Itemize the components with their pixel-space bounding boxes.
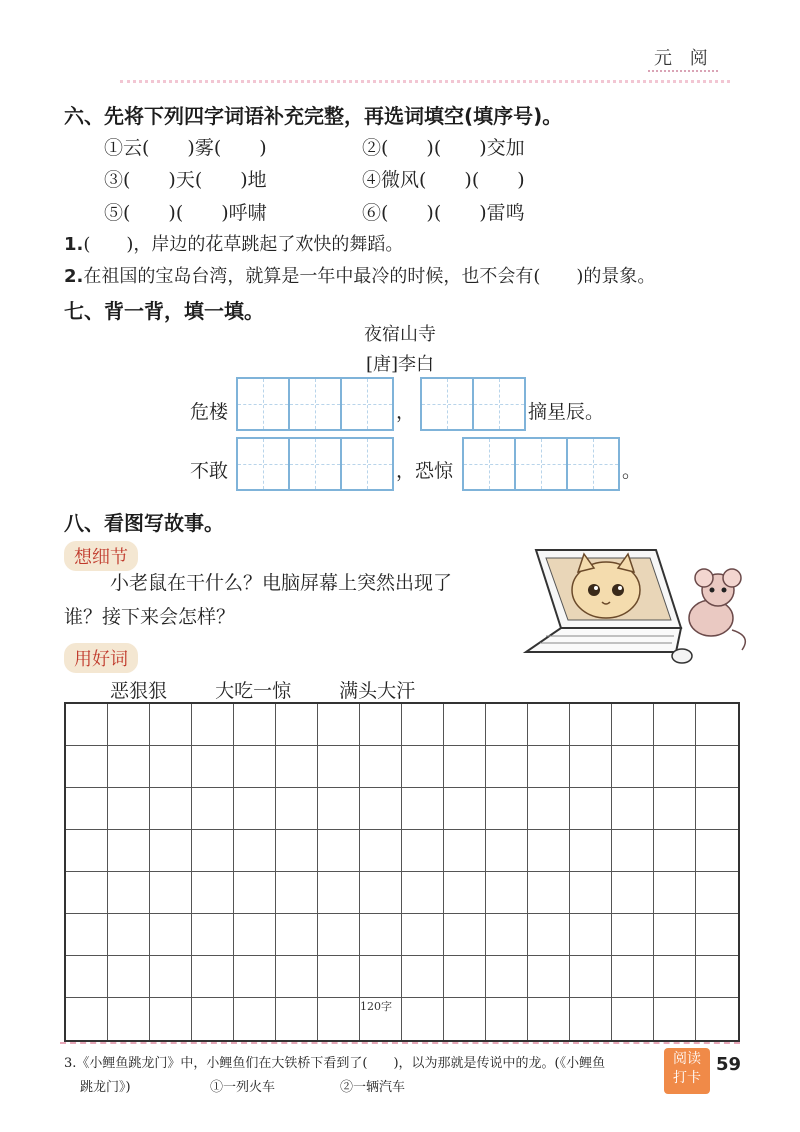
grid-cell[interactable] [150, 872, 192, 914]
grid-cell[interactable] [108, 998, 150, 1040]
option-2[interactable]: ②一辆汽车 [340, 1080, 406, 1095]
grid-cell[interactable] [528, 788, 570, 830]
question-1 [64, 230, 403, 256]
grid-cell[interactable] [192, 830, 234, 872]
grid-cell[interactable] [276, 704, 318, 746]
grid-cell[interactable] [402, 998, 444, 1040]
grid-cell[interactable] [570, 914, 612, 956]
grid-cell[interactable] [570, 830, 612, 872]
grid-cell[interactable] [276, 872, 318, 914]
grid-cell[interactable] [318, 830, 360, 872]
section-7-heading: 七、背一背，填一填。 [64, 299, 264, 323]
poem-line-1-start: 危楼 [190, 401, 229, 423]
grid-cell[interactable] [570, 872, 612, 914]
grid-cell[interactable] [528, 872, 570, 914]
grid-cell[interactable] [654, 704, 696, 746]
grid-cell[interactable] [612, 788, 654, 830]
grid-cell[interactable] [402, 956, 444, 998]
grid-cell[interactable] [318, 998, 360, 1040]
answer-cell[interactable] [342, 439, 392, 489]
grid-cell[interactable] [654, 746, 696, 788]
mouse-character-icon [689, 569, 745, 650]
grid-cell[interactable] [486, 788, 528, 830]
badge-line-2: 打卡 [673, 1070, 701, 1086]
grid-cell[interactable] [234, 998, 276, 1040]
grid-cell[interactable] [612, 872, 654, 914]
grid-cell[interactable] [654, 872, 696, 914]
grid-cell[interactable] [318, 914, 360, 956]
grid-cell[interactable] [234, 914, 276, 956]
story-prompt-line-2: 谁？接下来会怎样？ [64, 606, 236, 628]
grid-cell[interactable] [108, 746, 150, 788]
grid-cell[interactable] [150, 704, 192, 746]
grid-cell[interactable] [150, 998, 192, 1040]
top-dotted-divider [120, 80, 730, 83]
answer-cells-line2-a[interactable] [236, 437, 394, 491]
grid-cell[interactable] [444, 830, 486, 872]
answer-cell[interactable] [568, 439, 618, 489]
grid-cell[interactable] [66, 788, 108, 830]
grid-cell[interactable] [402, 830, 444, 872]
question-2-number: 2. [64, 266, 84, 287]
grid-cell[interactable] [192, 788, 234, 830]
question-1-text: ( )，岸边的花草跳起了欢快的舞蹈。 [83, 234, 404, 255]
grid-cell[interactable] [402, 704, 444, 746]
answer-cells-line2-b[interactable] [462, 437, 620, 491]
grid-cell[interactable] [528, 746, 570, 788]
grid-cell[interactable] [192, 956, 234, 998]
grid-cell[interactable] [66, 998, 108, 1040]
grid-cell[interactable] [234, 830, 276, 872]
corner-divider [648, 70, 718, 72]
grid-cell[interactable] [234, 872, 276, 914]
grid-cell[interactable] [150, 830, 192, 872]
grid-cell[interactable] [696, 830, 738, 872]
grid-cell[interactable] [192, 998, 234, 1040]
grid-cell[interactable] [654, 998, 696, 1040]
grid-cell[interactable] [696, 998, 738, 1040]
grid-cell[interactable] [612, 704, 654, 746]
grid-cell[interactable] [276, 998, 318, 1040]
grid-cell[interactable] [654, 914, 696, 956]
grid-cell[interactable] [612, 746, 654, 788]
laptop-cat-mouse-illustration [506, 540, 756, 670]
poem-line-1-comma: ， [396, 401, 416, 423]
grid-cell[interactable] [486, 998, 528, 1040]
poem-line-2-mid: ，恐惊 [396, 460, 454, 482]
grid-cell[interactable] [654, 830, 696, 872]
word-1: 恶狠狠 [110, 680, 168, 702]
cat-face-icon [572, 554, 640, 618]
grid-cell[interactable] [444, 746, 486, 788]
tag-detail: 想细节 [64, 541, 138, 571]
reading-checkin-badge[interactable] [664, 1048, 710, 1094]
grid-cell[interactable] [234, 956, 276, 998]
word-count-note: 120字 [360, 1000, 392, 1013]
grid-cell[interactable] [276, 746, 318, 788]
grid-cell[interactable] [612, 956, 654, 998]
grid-cell[interactable] [486, 746, 528, 788]
idiom-item-2: ②( )( )交加 [362, 137, 525, 159]
grid-cell[interactable] [360, 956, 402, 998]
grid-cell[interactable] [696, 788, 738, 830]
grid-cell[interactable] [528, 914, 570, 956]
grid-cell[interactable] [528, 704, 570, 746]
grid-cell[interactable] [360, 788, 402, 830]
poem-line-1-end: 摘星辰。 [528, 401, 605, 423]
grid-cell[interactable] [108, 872, 150, 914]
idiom-item-6: ⑥( )( )雷鸣 [362, 202, 525, 224]
grid-cell[interactable] [66, 830, 108, 872]
grid-cell[interactable] [444, 872, 486, 914]
story-prompt-line-1: 小老鼠在干什么？电脑屏幕上突然出现了 [110, 572, 453, 594]
grid-cell[interactable] [570, 956, 612, 998]
grid-cell[interactable] [150, 788, 192, 830]
grid-cell[interactable] [234, 746, 276, 788]
grid-cell[interactable] [150, 746, 192, 788]
answer-cell[interactable] [238, 439, 290, 489]
tag-words: 用好词 [64, 643, 138, 673]
idiom-item-5: ⑤( )( )呼啸 [104, 202, 267, 224]
grid-cell[interactable] [486, 872, 528, 914]
unit-corner-title: 元 阅 [654, 48, 714, 69]
grid-cell[interactable] [654, 956, 696, 998]
answer-cells-line1-b[interactable] [420, 377, 526, 431]
grid-cell[interactable] [318, 956, 360, 998]
answer-cell[interactable] [422, 379, 474, 429]
grid-cell[interactable] [66, 746, 108, 788]
grid-cell[interactable] [276, 956, 318, 998]
grid-cell[interactable] [108, 788, 150, 830]
grid-cell[interactable] [192, 704, 234, 746]
question-3-line-2: 跳龙门》) [80, 1080, 131, 1095]
grid-cell[interactable] [402, 872, 444, 914]
poem-line-2-start: 不敢 [190, 460, 229, 482]
grid-cell[interactable] [318, 788, 360, 830]
grid-cell[interactable] [360, 830, 402, 872]
grid-cell[interactable] [486, 830, 528, 872]
grid-cell[interactable] [528, 830, 570, 872]
grid-cell[interactable] [234, 788, 276, 830]
grid-cell[interactable] [66, 914, 108, 956]
grid-cell[interactable] [570, 998, 612, 1040]
idiom-item-4: ④微风( )( ) [362, 169, 525, 191]
answer-cells-line1-a[interactable] [236, 377, 394, 431]
grid-cell[interactable] [276, 788, 318, 830]
grid-cell[interactable] [444, 704, 486, 746]
grid-cell[interactable] [318, 704, 360, 746]
grid-cell[interactable] [402, 746, 444, 788]
grid-cell[interactable] [486, 956, 528, 998]
answer-cell[interactable] [238, 379, 290, 429]
grid-cell[interactable] [360, 872, 402, 914]
footer-divider [60, 1042, 740, 1044]
grid-cell[interactable] [192, 914, 234, 956]
grid-cell[interactable] [612, 914, 654, 956]
poem-title: 夜宿山寺 [364, 324, 436, 345]
grid-cell[interactable] [402, 788, 444, 830]
grid-cell[interactable] [612, 830, 654, 872]
grid-cell[interactable] [276, 914, 318, 956]
grid-cell[interactable] [66, 704, 108, 746]
section-8-heading: 八、看图写故事。 [64, 511, 224, 535]
grid-cell[interactable] [108, 914, 150, 956]
grid-cell[interactable] [444, 788, 486, 830]
grid-cell[interactable] [234, 704, 276, 746]
idiom-item-1: ①云( )雾( ) [104, 137, 267, 159]
word-bank [110, 676, 457, 703]
word-3: 满头大汗 [339, 680, 416, 702]
story-prompt [64, 566, 514, 634]
grid-cell[interactable] [108, 704, 150, 746]
grid-cell[interactable] [570, 788, 612, 830]
grid-cell[interactable] [612, 998, 654, 1040]
answer-cell[interactable] [474, 379, 524, 429]
grid-cell[interactable] [570, 704, 612, 746]
answer-cell[interactable] [290, 439, 342, 489]
grid-cell[interactable] [696, 746, 738, 788]
grid-cell[interactable] [654, 788, 696, 830]
answer-cell[interactable] [290, 379, 342, 429]
grid-cell[interactable] [360, 746, 402, 788]
poem-line-2-end: 。 [622, 460, 642, 482]
answer-cell[interactable] [464, 439, 516, 489]
grid-cell[interactable] [486, 914, 528, 956]
grid-cell[interactable] [150, 956, 192, 998]
grid-cell[interactable] [696, 956, 738, 998]
badge-line-1: 阅读 [673, 1051, 701, 1067]
grid-cell[interactable] [696, 704, 738, 746]
writing-grid[interactable] [64, 702, 740, 1042]
answer-cell[interactable] [516, 439, 568, 489]
idiom-item-3: ③( )天( )地 [104, 169, 267, 191]
grid-cell[interactable] [570, 746, 612, 788]
question-2-text: 在祖国的宝岛台湾，就算是一年中最冷的时候，也不会有( )的景象。 [83, 266, 656, 287]
grid-cell[interactable] [444, 914, 486, 956]
grid-cell[interactable] [444, 956, 486, 998]
grid-cell[interactable] [696, 914, 738, 956]
grid-cell[interactable] [444, 998, 486, 1040]
grid-cell[interactable] [276, 830, 318, 872]
question-2 [64, 262, 655, 288]
grid-cell[interactable] [108, 830, 150, 872]
writing-grid-cells[interactable] [66, 704, 738, 1040]
page-number: 59 [716, 1054, 742, 1075]
grid-cell[interactable] [528, 956, 570, 998]
poem-author: [唐]李白 [365, 354, 435, 375]
answer-cell[interactable] [342, 379, 392, 429]
grid-cell[interactable] [318, 872, 360, 914]
grid-cell[interactable] [696, 872, 738, 914]
grid-cell[interactable] [360, 704, 402, 746]
grid-cell[interactable] [108, 956, 150, 998]
grid-cell[interactable] [66, 872, 108, 914]
grid-cell[interactable] [150, 914, 192, 956]
grid-cell[interactable] [360, 914, 402, 956]
grid-cell[interactable] [486, 704, 528, 746]
option-1[interactable]: ①一列火车 [210, 1080, 276, 1095]
grid-cell[interactable] [402, 914, 444, 956]
question-1-number: 1. [64, 234, 84, 255]
grid-cell[interactable] [192, 746, 234, 788]
grid-cell[interactable] [318, 746, 360, 788]
computer-mouse-icon [672, 649, 692, 663]
grid-cell[interactable] [192, 872, 234, 914]
question-3-line-1: 3.《小鲤鱼跳龙门》中，小鲤鱼们在大铁桥下看到了( )，以为那就是传说中的龙。(《小鲤鱼 [64, 1056, 606, 1071]
section-6-heading: 六、先将下列四字词语补充完整，再选词填空(填序号)。 [64, 104, 563, 128]
word-2: 大吃一惊 [215, 680, 292, 702]
grid-cell[interactable] [528, 998, 570, 1040]
grid-cell[interactable] [66, 956, 108, 998]
